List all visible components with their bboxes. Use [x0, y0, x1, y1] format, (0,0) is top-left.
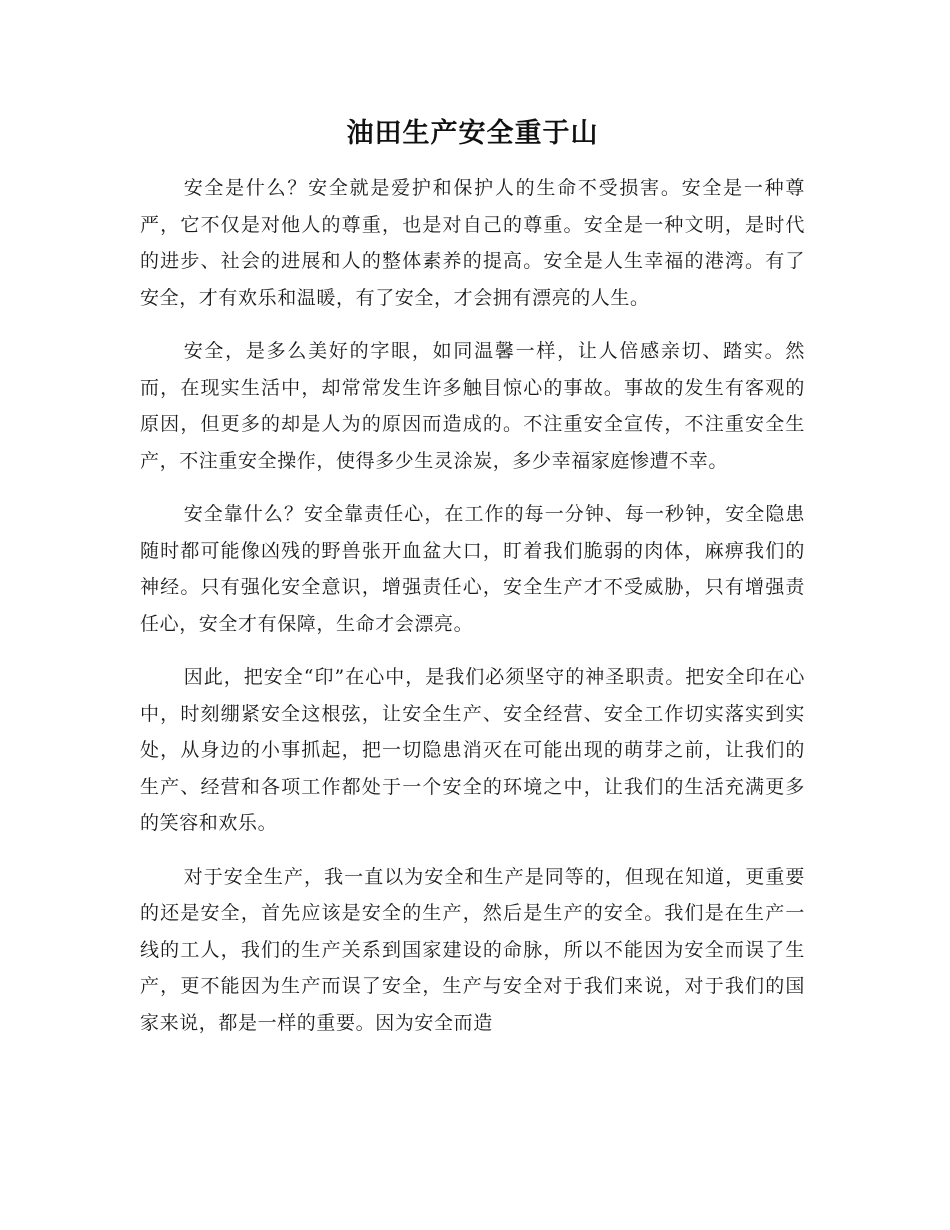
body-paragraph-5: 对于安全生产，我一直以为安全和生产是同等的，但现在知道，更重要的还是安全，首先应该是安全的生产，然后是生产的安全。我们是在生产一线的工人，我们的生产关系到国家建设的命脉，所以不能因为安全而误了生产，更不能因为生产而误了安全，生产与安全对于我们来说，对于我们的国家来说，都是一样的重要。因为安全而造	[140, 865, 805, 1034]
body-paragraph-4: 因此，把安全“印”在心中，是我们必须坚守的神圣职责。把安全印在心中，时刻绷紧安全这根弦，让安全生产、安全经营、安全工作切实落实到实处，从身边的小事抓起，把一切隐患消灭在可能出现的萌芽之前，让我们的生产、经营和各项工作都处于一个安全的环境之中，让我们的生活充满更多的笑容和欢乐。	[140, 666, 805, 834]
body-paragraph-1: 安全是什么？安全就是爱护和保护人的生命不受损害。安全是一种尊严，它不仅是对他人的尊重，也是对自己的尊重。安全是一种文明，是时代的进步、社会的进展和人的整体素养的提高。安全是人生幸福的港湾。有了安全，才有欢乐和温暖，有了安全，才会拥有漂亮的人生。	[140, 177, 805, 309]
body-paragraph-2: 安全，是多么美好的字眼，如同温馨一样，让人倍感亲切、踏实。然而，在现实生活中，却常常发生许多触目惊心的事故。事故的发生有客观的原因，但更多的却是人为的原因而造成的。不注重安全宣传，不注重安全生产，不注重安全操作，使得多少生灵涂炭，多少幸福家庭惨遭不幸。	[140, 340, 805, 472]
body-paragraph-3: 安全靠什么？安全靠责任心，在工作的每一分钟、每一秒钟，安全隐患随时都可能像凶残的野兽张开血盆大口，盯着我们脆弱的肉体，麻痹我们的神经。只有强化安全意识，增强责任心，安全生产才不受威胁，只有增强责任心，安全才有保障，生命才会漂亮。	[140, 503, 805, 635]
document-title: 油田生产安全重于山	[346, 118, 599, 149]
document-page	[140, 112, 805, 1041]
